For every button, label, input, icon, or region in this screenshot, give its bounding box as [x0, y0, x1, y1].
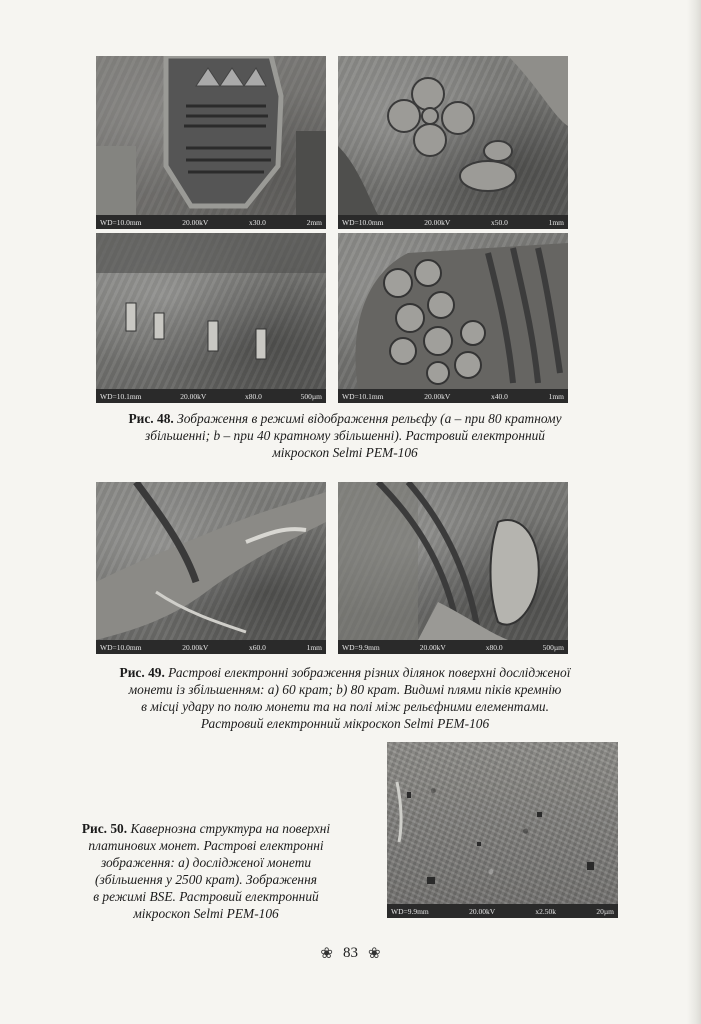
fig49-caption: [40, 664, 650, 732]
fig48-caption-label: Рис. 48.: [128, 411, 174, 426]
scale-readout: 1mm: [306, 642, 322, 652]
fig50-caption-line4: (збільшення у 2500 крат). Зображення: [95, 872, 317, 887]
wd-readout: WD=10.1mm: [100, 391, 142, 401]
magnification-readout: x80.0: [244, 391, 262, 401]
scale-readout: 2mm: [306, 217, 322, 227]
coin-relief-cross-flower: [338, 56, 568, 215]
magnification-readout: x60.0: [248, 642, 266, 652]
fig49-caption-line4: Растровий електронний мікроскоп Selmi PEM-106: [200, 716, 490, 731]
wd-readout: WD=9.9mm: [391, 906, 429, 916]
coin-relief-shield: [96, 56, 326, 215]
fig50-image: [387, 742, 618, 918]
coin-surface-relief-strands: [338, 482, 568, 640]
scale-readout: 1mm: [548, 391, 564, 401]
kv-readout: 20.00kV: [424, 391, 451, 401]
kv-readout: 20.00kV: [424, 217, 451, 227]
wd-readout: WD=10.0mm: [100, 217, 142, 227]
coin-relief-beads: [338, 233, 568, 389]
wd-readout: WD=10.0mm: [342, 217, 384, 227]
scale-readout: 500µm: [542, 642, 564, 652]
coin-relief-notches: [96, 233, 326, 389]
coin-surface-impact: [96, 482, 326, 640]
fig48-image-b1: [96, 233, 326, 403]
ornament-left-icon: ❀: [320, 946, 333, 962]
fig49-image-a: [96, 482, 326, 654]
magnification-readout: x30.0: [248, 217, 266, 227]
ornament-right-icon: ❀: [368, 946, 381, 962]
fig48-image-a2: [338, 56, 568, 229]
fig49-caption-label: Рис. 49.: [119, 665, 165, 680]
fig50-caption-line5: в режимі BSE. Растровий електронний: [93, 889, 319, 904]
fig50-caption-line6: мікроскоп Selmi PEM-106: [133, 906, 279, 921]
fig48-image-a1: [96, 56, 326, 229]
kv-readout: 20.00kV: [182, 642, 209, 652]
magnification-readout: x50.0: [490, 217, 508, 227]
kv-readout: 20.00kV: [182, 217, 209, 227]
magnification-readout: x80.0: [485, 642, 503, 652]
kv-readout: 20.00kV: [419, 642, 446, 652]
fig49-image-b: [338, 482, 568, 654]
scale-readout: 20µm: [596, 906, 614, 916]
fig48-caption-line3: мікроскоп Selmi PEM-106: [272, 445, 418, 460]
kv-readout: 20.00kV: [180, 391, 207, 401]
fig50-caption-line1: Кавернозна структура на поверхні: [130, 821, 331, 836]
scale-readout: 1mm: [548, 217, 564, 227]
wd-readout: WD=10.0mm: [100, 642, 142, 652]
fig49-caption-line3: в місці удару по полю монети та на полі між рельєфними елементами.: [141, 699, 549, 714]
fig48-caption: [40, 410, 650, 461]
magnification-readout: x40.0: [490, 391, 508, 401]
kv-readout: 20.00kV: [469, 906, 496, 916]
fig50-caption-line3: зображення: a) дослідженої монети: [100, 855, 312, 870]
fig48-caption-line2: збільшенні; b – при 40 кратному збільшенні). Растровий електронний: [144, 428, 546, 443]
fig49-caption-line1: Растрові електронні зображення різних ділянок поверхні дослідженої: [168, 665, 571, 680]
page-footer: [0, 944, 701, 963]
page-number: 83: [343, 945, 358, 961]
fig48-image-b2: [338, 233, 568, 403]
scale-readout: 500µm: [300, 391, 322, 401]
cavernous-structure: [387, 742, 618, 904]
magnification-readout: x2.50k: [535, 906, 557, 916]
fig49-caption-line2: монети із збільшенням: a) 60 крат; b) 80 крат. Видимі плями піків кремнію: [128, 682, 562, 697]
fig50-caption-line2: платинових монет. Растрові електронні: [88, 838, 324, 853]
fig48-caption-line1: Зображення в режимі відображення рельєфу (a – при 80 кратному: [177, 411, 562, 426]
wd-readout: WD=10.1mm: [342, 391, 384, 401]
fig50-caption-label: Рис. 50.: [81, 821, 128, 836]
fig50-caption: [40, 820, 372, 922]
wd-readout: WD=9.9mm: [342, 642, 380, 652]
page-edge-shadow: [687, 0, 701, 1024]
